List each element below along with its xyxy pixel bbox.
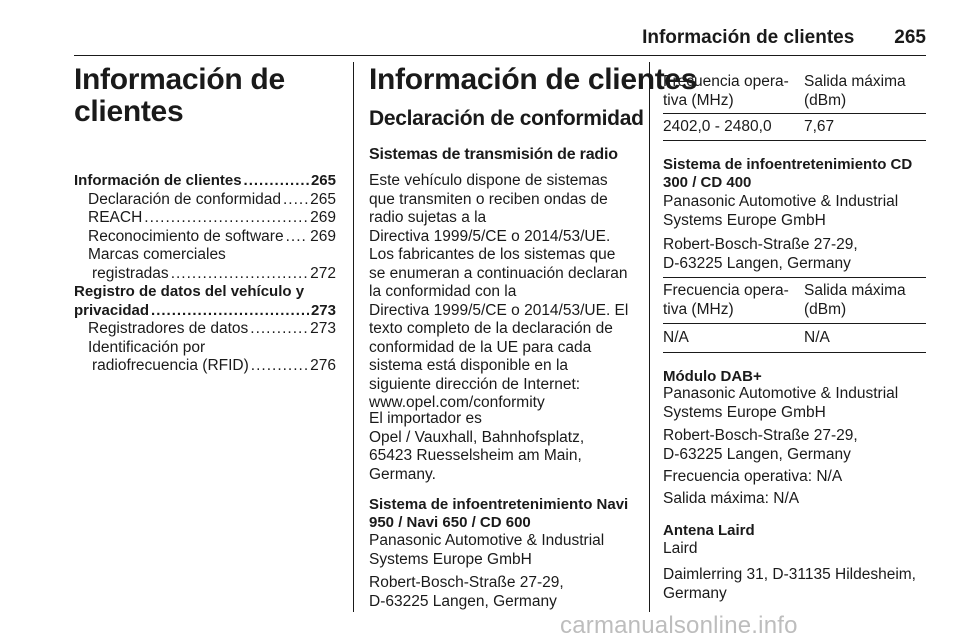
column-divider xyxy=(649,62,650,612)
system-title xyxy=(663,156,912,192)
table-of-contents xyxy=(74,172,336,376)
toc-entry[interactable] xyxy=(74,283,336,302)
toc-leader xyxy=(250,320,308,339)
toc-leader xyxy=(244,172,309,191)
toc-label: registradas xyxy=(92,264,169,282)
text-line: Robert-Bosch-Straße 27-29, xyxy=(663,236,858,253)
declaration-paragraph xyxy=(369,172,635,413)
text-line: Panasonic Automotive & Industrial xyxy=(663,193,899,210)
table-header-cell xyxy=(663,73,804,110)
table-rule xyxy=(663,113,926,114)
table-row xyxy=(663,329,926,348)
table-header-cell xyxy=(804,282,926,319)
toc-leader xyxy=(144,209,308,228)
toc-label: Registradores de datos xyxy=(88,320,249,337)
column-divider xyxy=(353,62,354,612)
text-line: Los fabricantes de los sistemas que xyxy=(369,246,616,263)
toc-page: 269 xyxy=(310,227,336,245)
manufacturer-name xyxy=(663,385,898,422)
text-line: (dBm) xyxy=(804,300,847,318)
toc-page: 273 xyxy=(310,320,336,337)
toc-label: privacidad xyxy=(74,301,150,319)
manufacturer-address xyxy=(369,574,564,611)
text-line: conformidad de la UE para cada xyxy=(369,338,592,356)
toc-entry[interactable] xyxy=(74,265,336,284)
text-line: Este vehículo dispone de sistemas xyxy=(369,172,608,189)
table-rule xyxy=(663,352,926,353)
table-cell: N/A xyxy=(804,329,830,346)
text-line: D-63225 Langen, Germany xyxy=(663,445,851,463)
section-title: Información de clientes xyxy=(369,63,698,96)
text-line: 300 / CD 400 xyxy=(663,174,752,191)
subsection-title: Declaración de conformidad xyxy=(369,107,644,130)
toc-page: 273 xyxy=(310,301,336,319)
text-line: se enumeran a continuación declaran xyxy=(369,264,628,282)
manufacturer-address xyxy=(663,236,858,273)
text-line: Opel / Vauxhall, Bahnhofsplatz, xyxy=(369,428,585,446)
antenna-maker: Laird xyxy=(663,540,698,557)
importer-paragraph xyxy=(369,410,584,484)
toc-label: Declaración de conformidad xyxy=(88,190,281,208)
text-line: Panasonic Automotive & Industrial xyxy=(369,532,605,549)
dab-title: Módulo DAB+ xyxy=(663,368,762,385)
text-line: Daimlerring 31, D-31135 Hildesheim, xyxy=(663,566,916,583)
chapter-title-line: clientes xyxy=(74,95,184,128)
toc-entry[interactable] xyxy=(74,320,336,339)
toc-leader xyxy=(171,265,308,284)
system-title xyxy=(369,496,628,532)
manufacturer-name xyxy=(663,193,898,230)
toc-leader xyxy=(251,357,308,376)
table-cell: N/A xyxy=(663,329,689,346)
table-cell: 2402,0 - 2480,0 xyxy=(663,118,772,135)
toc-leader xyxy=(286,228,309,247)
header-rule xyxy=(74,55,926,56)
table-rule xyxy=(663,323,926,324)
text-line: tiva (MHz) xyxy=(663,91,734,109)
table-cell: 7,67 xyxy=(804,118,835,135)
text-line: Sistema de infoentretenimiento CD xyxy=(663,156,913,173)
toc-entry[interactable] xyxy=(74,339,336,358)
chapter-title xyxy=(74,64,285,128)
table-row xyxy=(663,118,926,137)
text-line: sistema está disponible en la xyxy=(369,357,569,374)
toc-entry[interactable] xyxy=(74,228,336,247)
toc-page: 265 xyxy=(310,172,336,189)
toc-label: Identificación por xyxy=(88,338,206,356)
table-header-row xyxy=(663,73,926,110)
running-head-title: Información de clientes xyxy=(642,27,855,48)
text-line: que transmiten o reciben ondas de xyxy=(369,190,608,208)
toc-label: Reconocimiento de software xyxy=(88,227,284,245)
text-line: (dBm) xyxy=(804,91,847,109)
table-rule xyxy=(663,140,926,141)
toc-entry[interactable] xyxy=(74,209,336,228)
antenna-address xyxy=(663,566,916,603)
toc-page: 269 xyxy=(310,209,336,226)
text-line: Germany xyxy=(663,584,727,602)
watermark: carmanualsonline.info xyxy=(560,612,798,639)
text-line: Salida máxima xyxy=(804,73,906,90)
text-line: la conformidad con la xyxy=(369,283,517,300)
table-rule xyxy=(663,277,926,278)
toc-page: 265 xyxy=(310,190,336,208)
table-header-cell xyxy=(663,282,804,319)
text-line: Frecuencia opera- xyxy=(663,73,789,90)
text-line: siguiente dirección de Internet: xyxy=(369,375,581,393)
toc-entry[interactable] xyxy=(74,191,336,210)
toc-entry[interactable] xyxy=(74,357,336,376)
toc-entry[interactable] xyxy=(74,302,336,321)
text-line: Robert-Bosch-Straße 27-29, xyxy=(369,574,564,591)
conformity-link[interactable]: www.opel.com/conformity xyxy=(369,394,545,411)
text-line: Systems Europe GmbH xyxy=(663,403,826,421)
text-line: Salida máxima xyxy=(804,282,906,299)
toc-leader xyxy=(151,302,309,321)
text-line: 65423 Ruesselsheim am Main, xyxy=(369,447,582,464)
manufacturer-address xyxy=(663,427,858,464)
text-line: Frecuencia opera- xyxy=(663,282,789,299)
running-head xyxy=(74,27,926,53)
toc-entry[interactable] xyxy=(74,172,336,191)
table-header-cell xyxy=(804,73,926,110)
toc-label: radiofrecuencia (RFID) xyxy=(92,357,249,374)
topic-title: Sistemas de transmisión de radio xyxy=(369,146,618,163)
toc-page: 276 xyxy=(310,357,336,374)
text-line: D-63225 Langen, Germany xyxy=(663,254,851,272)
text-line: Germany. xyxy=(369,465,436,483)
text-line: El importador es xyxy=(369,410,482,427)
text-line: texto completo de la declaración de xyxy=(369,320,613,337)
text-line: Panasonic Automotive & Industrial xyxy=(663,385,899,402)
text-line: tiva (MHz) xyxy=(663,300,734,318)
text-line: radio sujetas a la xyxy=(369,209,487,226)
toc-label: Marcas comerciales xyxy=(88,246,226,263)
manufacturer-name xyxy=(369,532,604,569)
text-line: 950 / Navi 650 / CD 600 xyxy=(369,514,531,531)
toc-leader xyxy=(283,191,308,210)
chapter-title-line: Información de xyxy=(74,63,285,96)
table-header-row xyxy=(663,282,926,319)
text-line: Systems Europe GmbH xyxy=(663,211,826,229)
toc-label: REACH xyxy=(88,209,143,226)
text-line: Directiva 1999/5/CE o 2014/53/UE. xyxy=(369,227,611,245)
page-number: 265 xyxy=(894,27,926,48)
toc-label: Información de clientes xyxy=(74,172,242,189)
dab-power: Salida máxima: N/A xyxy=(663,490,800,507)
text-line: Robert-Bosch-Straße 27-29, xyxy=(663,427,858,444)
toc-entry[interactable] xyxy=(74,246,336,265)
toc-page: 272 xyxy=(310,264,336,282)
text-line: Systems Europe GmbH xyxy=(369,550,532,568)
text-line: D-63225 Langen, Germany xyxy=(369,592,557,610)
dab-frequency: Frecuencia operativa: N/A xyxy=(663,468,843,485)
text-line: Sistema de infoentretenimiento Navi xyxy=(369,496,629,513)
text-line: Directiva 1999/5/CE o 2014/53/UE. El xyxy=(369,301,629,319)
toc-label: Registro de datos del vehículo y xyxy=(74,283,305,300)
antenna-title: Antena Laird xyxy=(663,522,755,539)
